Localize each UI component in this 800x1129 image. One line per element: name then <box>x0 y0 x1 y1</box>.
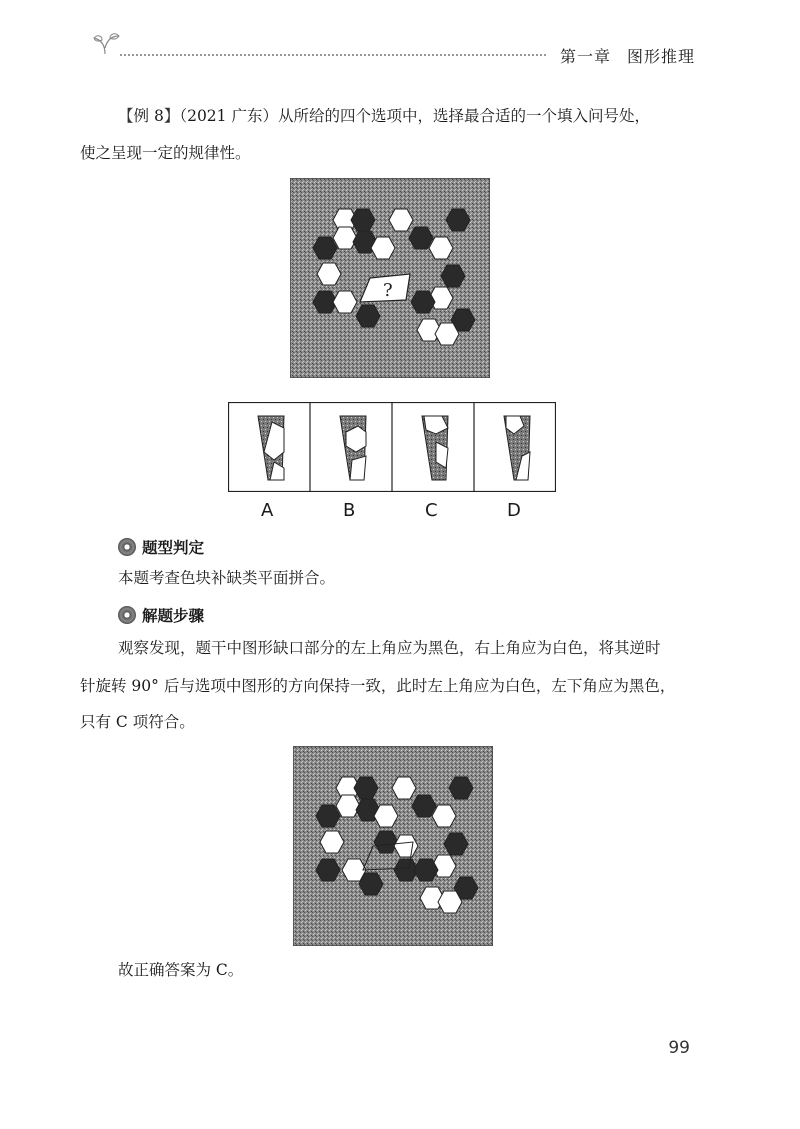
puzzle-figure <box>290 178 490 378</box>
page-number: 99 <box>668 1038 690 1058</box>
steps-line-2: 针旋转 90° 后与选项中图形的方向保持一致，此时左上角应为白色，左下角应为黑色， <box>80 677 676 695</box>
steps-line-3: 只有 C 项符合。 <box>80 713 195 731</box>
example-line-1: （2021 广东）从所给的四个选项中，选择最合适的一个填入问号处， <box>179 107 650 125</box>
section-steps-heading <box>118 604 204 626</box>
section-type-text: 本题考查色块补缺类平面拼合。 <box>118 569 336 587</box>
chapter-number: 第一章 <box>560 47 612 66</box>
section-bullet-icon <box>118 606 136 624</box>
sprout-logo-icon <box>88 30 122 56</box>
option-label-d[interactable]: D <box>507 500 521 521</box>
section-type-title: 题型判定 <box>142 539 205 557</box>
example-label-close: 】 <box>163 107 180 125</box>
question-mark: ? <box>383 280 393 301</box>
solution-figure <box>293 746 493 946</box>
example-question <box>118 98 718 134</box>
example-label: 例 8 <box>133 107 164 125</box>
option-label-b[interactable]: B <box>343 500 356 521</box>
option-label-c[interactable]: C <box>425 500 438 521</box>
example-label-open: 【 <box>118 107 134 125</box>
option-label-a[interactable]: A <box>261 500 274 521</box>
running-header <box>560 44 711 67</box>
conclusion-text: 故正确答案为 C。 <box>118 961 244 979</box>
section-steps-title: 解题步骤 <box>142 607 205 625</box>
steps-line-1: 观察发现，题干中图形缺口部分的左上角应为黑色，右上角应为白色，将其逆时 <box>118 639 661 657</box>
answer-options <box>228 402 556 492</box>
example-line-2: 使之呈现一定的规律性。 <box>80 144 251 162</box>
header-rule <box>120 54 546 56</box>
chapter-title: 图形推理 <box>627 47 696 66</box>
section-type-heading <box>118 536 204 558</box>
section-bullet-icon <box>118 538 136 556</box>
